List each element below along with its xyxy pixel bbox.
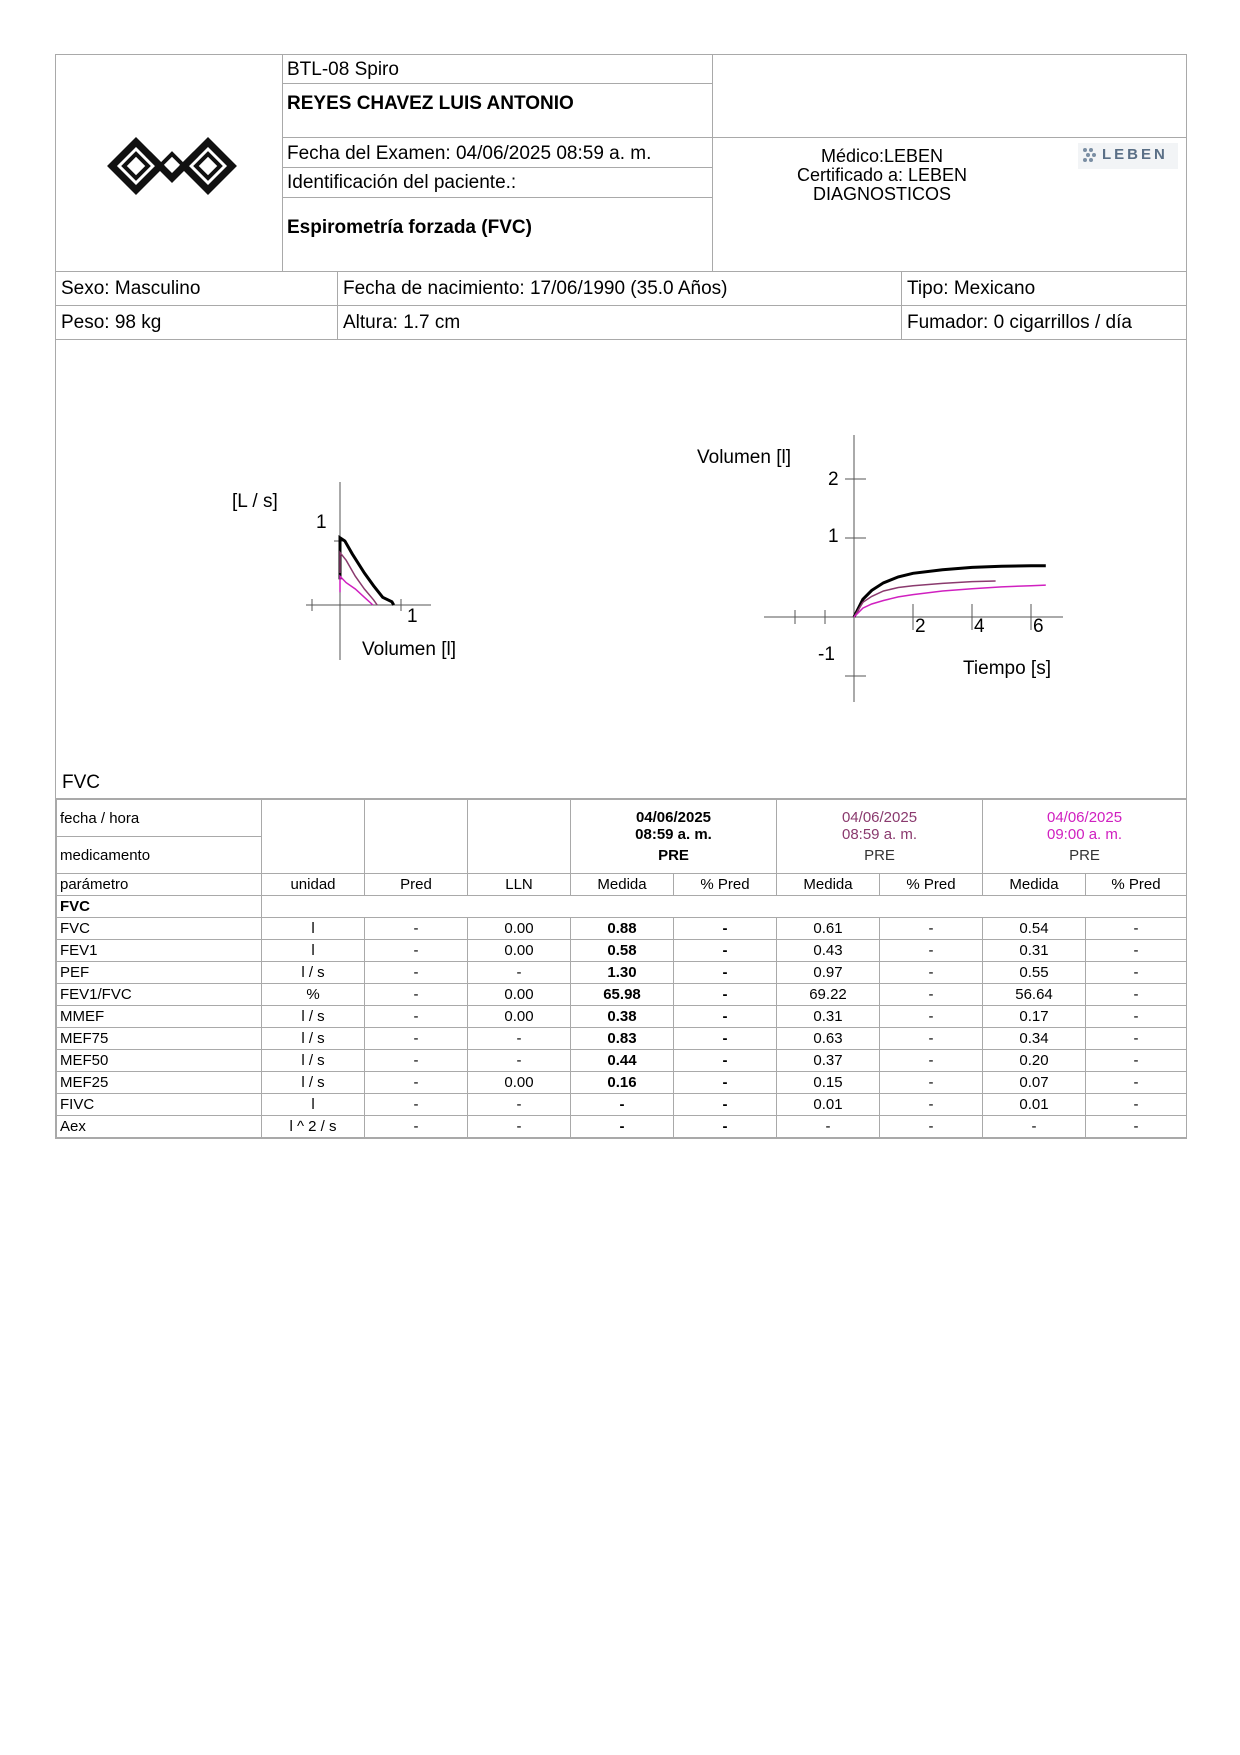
device-name: BTL-08 Spiro [287, 59, 399, 80]
table-cell: 0.63 [777, 1028, 880, 1050]
table-cell: Aex [57, 1116, 262, 1138]
flow-volume-axes [306, 482, 431, 660]
session-date: 04/06/2025 [635, 809, 712, 826]
table-cell: 0.16 [571, 1072, 674, 1094]
vt-xtick-label-4: 4 [974, 616, 985, 637]
vt-xtick-label-2: 2 [915, 616, 926, 637]
table-cell: - [674, 940, 777, 962]
table-cell: - [880, 962, 983, 984]
volume-time-series-3 [854, 585, 1046, 617]
table-cell: 0.97 [777, 962, 880, 984]
doctor-info [752, 147, 1012, 204]
table-cell: - [571, 1094, 674, 1116]
session-header-3 [983, 800, 1187, 874]
table-cell: 0.00 [468, 1006, 571, 1028]
leben-mark-icon [1080, 145, 1100, 167]
table-cell: 0.54 [983, 918, 1086, 940]
column-header: unidad [262, 874, 365, 896]
table-cell: - [571, 1116, 674, 1138]
btl-logo-cell [56, 55, 283, 271]
table-cell: - [365, 1006, 468, 1028]
table-cell: - [365, 1094, 468, 1116]
table-row [57, 1116, 1187, 1138]
meta-blank-unidad [262, 800, 365, 874]
test-name: Espirometría forzada (FVC) [287, 217, 532, 238]
header-info-cell [282, 55, 713, 271]
table-cell: - [365, 940, 468, 962]
patient-weight: Peso: 98 kg [61, 312, 162, 333]
table-row [57, 940, 1187, 962]
table-row [57, 984, 1187, 1006]
table-cell: 0.00 [468, 940, 571, 962]
table-cell: - [468, 962, 571, 984]
session-medication: PRE [1069, 847, 1100, 864]
table-cell: 0.17 [983, 1006, 1086, 1028]
table-cell: - [1086, 918, 1187, 940]
session-time: 09:00 a. m. [1047, 826, 1123, 843]
table-cell: - [880, 918, 983, 940]
session-time: 08:59 a. m. [635, 826, 712, 843]
table-cell: - [880, 1094, 983, 1116]
vt-xtick-label-6: 6 [1033, 616, 1044, 637]
table-cell: - [880, 1028, 983, 1050]
table-cell: - [674, 918, 777, 940]
table-cell: - [468, 1050, 571, 1072]
table-cell: 0.83 [571, 1028, 674, 1050]
session-header-1 [571, 800, 777, 874]
patient-birth: Fecha de nacimiento: 17/06/1990 (35.0 Años) [337, 272, 901, 305]
column-header: Medida [571, 874, 674, 896]
table-row [57, 918, 1187, 940]
report-frame [55, 54, 1187, 1139]
leben-logo-text: LEBEN [1102, 146, 1168, 163]
table-column-header [57, 874, 1187, 896]
table-cell: - [674, 1006, 777, 1028]
table-cell: - [674, 962, 777, 984]
table-cell: l / s [262, 1050, 365, 1072]
table-cell: 1.30 [571, 962, 674, 984]
fv-ytick-label: 1 [316, 512, 327, 533]
meta-blank-lln [468, 800, 571, 874]
session-medication: PRE [864, 847, 895, 864]
table-cell: - [880, 1006, 983, 1028]
table-cell: l [262, 940, 365, 962]
table-cell: - [365, 1116, 468, 1138]
table-cell: FVC [57, 918, 262, 940]
table-cell: 0.00 [468, 1072, 571, 1094]
label-fecha-hora: fecha / hora [57, 800, 262, 837]
doctor-company: DIAGNOSTICOS [812, 184, 951, 204]
table-cell: - [468, 1028, 571, 1050]
table-cell: - [365, 1050, 468, 1072]
table-cell: - [674, 984, 777, 1006]
table-cell: - [674, 1116, 777, 1138]
table-cell: - [674, 1028, 777, 1050]
table-cell: 0.31 [777, 1006, 880, 1028]
column-header: % Pred [1086, 874, 1187, 896]
doctor-cell [712, 55, 1186, 271]
patient-row-2 [56, 306, 1186, 340]
session-header-2 [777, 800, 983, 874]
vt-ylabel: Volumen [l] [697, 447, 791, 468]
table-row [57, 1050, 1187, 1072]
column-header: parámetro [57, 874, 262, 896]
table-cell: - [1086, 962, 1187, 984]
flow-volume-series-2 [340, 553, 377, 606]
leben-logo [1078, 143, 1178, 169]
table-cell: - [777, 1116, 880, 1138]
column-header: Medida [983, 874, 1086, 896]
session-date: 04/06/2025 [841, 809, 918, 826]
table-cell: - [880, 984, 983, 1006]
group-label: FVC [57, 896, 262, 918]
table-cell: - [983, 1116, 1086, 1138]
table-row [57, 1072, 1187, 1094]
table-cell: - [674, 1050, 777, 1072]
patient-id: Identificación del paciente.: [287, 172, 517, 193]
table-cell: - [1086, 1028, 1187, 1050]
table-cell: MEF75 [57, 1028, 262, 1050]
column-header: Medida [777, 874, 880, 896]
table-cell: l / s [262, 1028, 365, 1050]
table-row [57, 1028, 1187, 1050]
table-cell: FEV1/FVC [57, 984, 262, 1006]
table-cell: - [365, 918, 468, 940]
table-cell: - [468, 1094, 571, 1116]
session-time: 08:59 a. m. [841, 826, 918, 843]
table-cell: - [365, 962, 468, 984]
session-medication: PRE [658, 847, 689, 864]
table-cell: 0.01 [983, 1094, 1086, 1116]
table-cell: 0.37 [777, 1050, 880, 1072]
table-row [57, 1006, 1187, 1028]
table-cell: - [674, 1094, 777, 1116]
label-medicamento: medicamento [57, 837, 262, 874]
table-cell: PEF [57, 962, 262, 984]
vt-xlabel: Tiempo [s] [963, 658, 1051, 679]
flow-volume-series-1 [340, 538, 394, 605]
table-cell: MEF25 [57, 1072, 262, 1094]
table-cell: - [674, 1072, 777, 1094]
table-cell: - [1086, 940, 1187, 962]
meta-blank-pred [365, 800, 468, 874]
table-cell: 0.88 [571, 918, 674, 940]
table-cell: 0.07 [983, 1072, 1086, 1094]
fv-ylabel: [L / s] [232, 491, 278, 512]
table-cell: - [365, 1028, 468, 1050]
column-header: Pred [365, 874, 468, 896]
table-row [57, 1094, 1187, 1116]
vt-ytick-label-2: 2 [828, 469, 839, 490]
table-cell: - [1086, 1094, 1187, 1116]
table-cell: MMEF [57, 1006, 262, 1028]
spirometry-charts [56, 340, 1186, 798]
table-cell: l [262, 1094, 365, 1116]
table-cell: l ^ 2 / s [262, 1116, 365, 1138]
table-cell: 0.43 [777, 940, 880, 962]
table-cell: 0.34 [983, 1028, 1086, 1050]
doctor-name: Médico:LEBEN [820, 146, 944, 166]
group-blank [262, 896, 1187, 918]
table-cell: 0.15 [777, 1072, 880, 1094]
table-cell: - [1086, 1116, 1187, 1138]
table-cell: l / s [262, 1006, 365, 1028]
table-cell: 56.64 [983, 984, 1086, 1006]
results-table [56, 799, 1187, 1138]
table-cell: - [1086, 984, 1187, 1006]
table-cell: 0.01 [777, 1094, 880, 1116]
table-cell: - [365, 984, 468, 1006]
table-cell: 0.55 [983, 962, 1086, 984]
patient-row-1 [56, 272, 1186, 306]
table-row [57, 962, 1187, 984]
table-cell: - [365, 1072, 468, 1094]
table-cell: l / s [262, 1072, 365, 1094]
table-cell: MEF50 [57, 1050, 262, 1072]
btl-logo-icon [56, 55, 282, 271]
fvc-section-label: FVC [62, 772, 100, 793]
table-cell: l / s [262, 962, 365, 984]
table-cell: 69.22 [777, 984, 880, 1006]
table-cell: 0.61 [777, 918, 880, 940]
vt-ytick-label-1: 1 [828, 526, 839, 547]
exam-date: Fecha del Examen: 04/06/2025 08:59 a. m. [287, 143, 652, 164]
table-cell: - [880, 1116, 983, 1138]
table-cell: - [1086, 1050, 1187, 1072]
column-header: % Pred [674, 874, 777, 896]
fv-xtick-label: 1 [407, 606, 418, 627]
patient-name: REYES CHAVEZ LUIS ANTONIO [287, 93, 574, 114]
table-cell: - [880, 1072, 983, 1094]
table-cell: 0.31 [983, 940, 1086, 962]
report-header [56, 55, 1186, 272]
table-cell: - [468, 1116, 571, 1138]
doctor-certificate: Certificado a: LEBEN [796, 165, 968, 185]
table-cell: 0.20 [983, 1050, 1086, 1072]
patient-type: Tipo: Mexicano [901, 272, 1186, 305]
fv-xlabel: Volumen [l] [362, 639, 456, 660]
table-cell: 0.00 [468, 984, 571, 1006]
table-group-row [57, 896, 1187, 918]
table-cell: 0.38 [571, 1006, 674, 1028]
patient-sex: Sexo: Masculino [61, 278, 201, 299]
table-cell: - [1086, 1006, 1187, 1028]
table-cell: - [880, 1050, 983, 1072]
table-cell: FIVC [57, 1094, 262, 1116]
session-date: 04/06/2025 [1046, 809, 1123, 826]
chart-area [56, 340, 1186, 799]
table-cell: 0.58 [571, 940, 674, 962]
table-cell: 0.00 [468, 918, 571, 940]
table-cell: - [880, 940, 983, 962]
table-cell: FEV1 [57, 940, 262, 962]
table-meta-row-1 [57, 800, 1187, 837]
column-header: % Pred [880, 874, 983, 896]
table-cell: l [262, 918, 365, 940]
patient-smoker: Fumador: 0 cigarrillos / día [901, 306, 1186, 339]
table-cell: % [262, 984, 365, 1006]
vt-ytick-label-m1: -1 [818, 644, 835, 665]
table-cell: 0.44 [571, 1050, 674, 1072]
table-cell: 65.98 [571, 984, 674, 1006]
table-cell: - [1086, 1072, 1187, 1094]
column-header: LLN [468, 874, 571, 896]
patient-height: Altura: 1.7 cm [337, 306, 901, 339]
